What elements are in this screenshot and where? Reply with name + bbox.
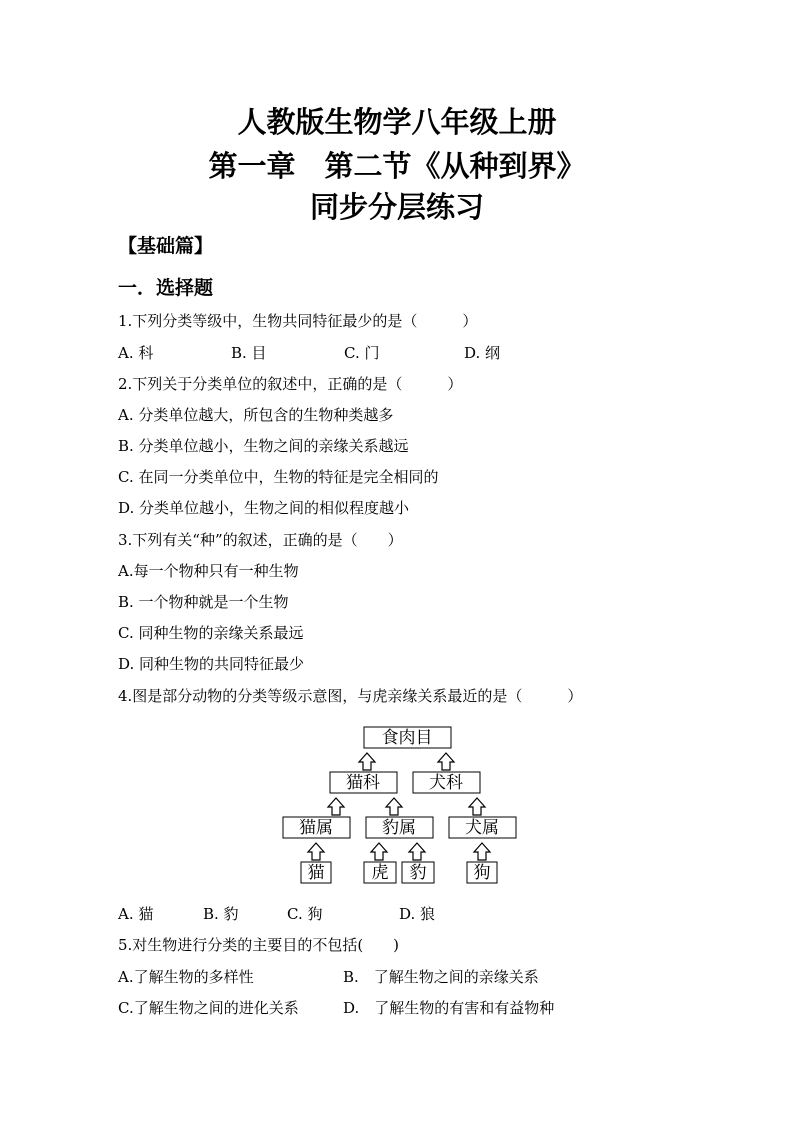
family-label-cat: 猫科	[346, 773, 380, 793]
species-label-dog: 狗	[473, 863, 491, 883]
family-label-dog: 犬科	[429, 773, 463, 793]
question-5-option-a: A.了解生物的多样性	[118, 968, 254, 986]
question-4-option-c: C. 狗	[287, 905, 323, 923]
order-label: 食肉目	[381, 728, 433, 748]
arrow-up-icon	[308, 843, 324, 860]
question-1-option-a: A. 科	[118, 344, 154, 362]
genus-label-dog: 犬属	[465, 818, 499, 838]
question-3-option-b: B. 一个物种就是一个生物	[118, 593, 289, 611]
part-heading: 一．选择题	[118, 277, 214, 299]
question-2-stem: 2.下列关于分类单位的叙述中，正确的是（ ）	[118, 375, 463, 393]
arrow-up-icon	[474, 843, 490, 860]
arrow-up-icon	[371, 843, 387, 860]
title-line-1: 人教版生物学八年级上册	[237, 105, 557, 139]
arrow-up-icon	[359, 753, 375, 770]
question-3-stem: 3.下列有关“种”的叙述，正确的是（ ）	[118, 531, 403, 549]
question-4-option-b: B. 豹	[203, 905, 239, 923]
title-line-2: 第一章 第二节《从种到界》	[208, 149, 586, 183]
question-5-stem: 5.对生物进行分类的主要目的不包括( )	[118, 936, 400, 954]
question-4-option-a: A. 猫	[118, 905, 154, 923]
arrow-up-icon	[386, 798, 402, 815]
question-5-option-c: C.了解生物之间的进化关系	[118, 999, 299, 1017]
title-line-3: 同步分层练习	[309, 190, 484, 224]
question-4-stem: 4.图是部分动物的分类等级示意图，与虎亲缘关系最近的是（ ）	[118, 687, 583, 705]
question-2-option-a: A. 分类单位越大，所包含的生物种类越多	[118, 406, 394, 424]
question-2-option-c: C. 在同一分类单位中，生物的特征是完全相同的	[118, 468, 439, 486]
question-2-option-d: D. 分类单位越小，生物之间的相似程度越小	[118, 499, 410, 517]
species-label-cat: 猫	[307, 863, 325, 883]
question-1-option-c: C. 门	[344, 344, 380, 362]
question-5-option-b: B. 了解生物之间的亲缘关系	[343, 968, 539, 986]
question-4-option-d: D. 狼	[399, 905, 436, 923]
species-label-leopard: 豹	[409, 863, 427, 883]
question-1-option-d: D. 纲	[464, 344, 501, 362]
question-3-option-c: C. 同种生物的亲缘关系最远	[118, 624, 304, 642]
genus-label-cat: 猫属	[299, 818, 333, 838]
question-3-option-d: D. 同种生物的共同特征最少	[118, 655, 305, 673]
arrow-up-icon	[328, 798, 344, 815]
question-2-option-b: B. 分类单位越小，生物之间的亲缘关系越远	[118, 437, 409, 455]
section-heading: 【基础篇】	[118, 235, 214, 257]
question-3-option-a: A.每一个物种只有一种生物	[118, 562, 299, 580]
arrow-up-icon	[438, 753, 454, 770]
classification-diagram	[0, 720, 794, 890]
genus-label-panther: 豹属	[382, 818, 416, 838]
arrow-up-icon	[409, 843, 425, 860]
question-1-option-b: B. 目	[231, 344, 267, 362]
question-1-stem: 1.下列分类等级中，生物共同特征最少的是（ ）	[118, 312, 478, 330]
arrow-up-icon	[469, 798, 485, 815]
species-label-tiger: 虎	[371, 863, 389, 883]
question-5-option-d: D. 了解生物的有害和有益物种	[343, 999, 555, 1017]
